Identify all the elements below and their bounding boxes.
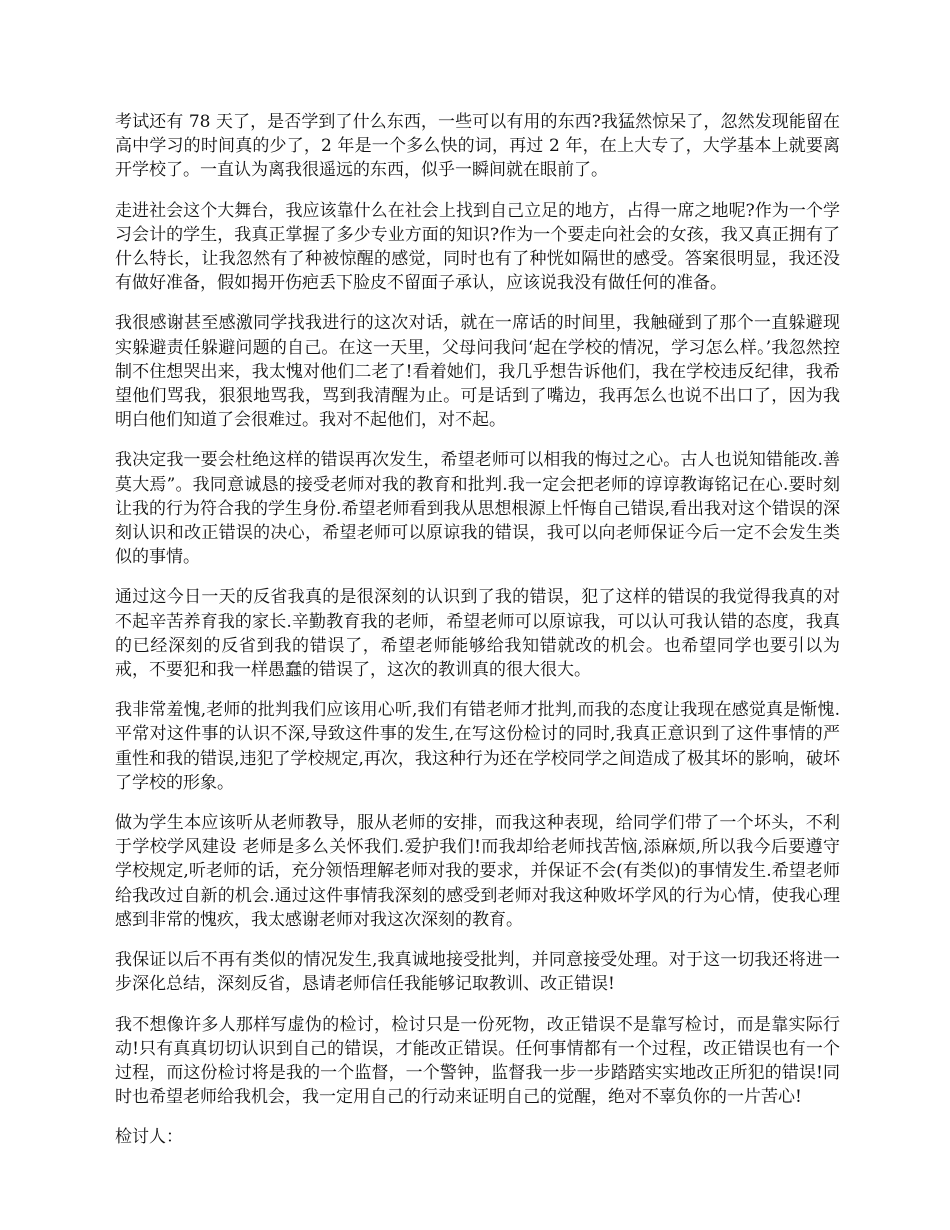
paragraph-6: 我非常羞愧,老师的批判我们应该用心听,我们有错老师才批判,而我的态度让我现在感觉真是惭愧.平常对这件事的认识不深,导致这件事的发生,在写这份检讨的同时,我真正意识到了这件事情的严重性和我的错误,违犯了学校规定,再次，我这种行为还在学校同学之间造成了极其坏的影响，破坏了学校的形象。	[115, 700, 840, 793]
signature-label: 检讨人：	[115, 1127, 183, 1148]
paragraph-1: 考试还有 78 天了，是否学到了什么东西，一些可以有用的东西?我猛然惊呆了，忽然发现能留在高中学习的时间真的少了，2 年是一个多么快的词，再过 2 年，在上大专了，大学基本上就要离开学校了。一直认为离我很遥远的东西，似乎一瞬间就在眼前了。	[115, 112, 840, 181]
paragraph-9: 我不想像许多人那样写虚伪的检讨，检讨只是一份死物，改正错误不是靠写检讨，而是靠实际行动!只有真真切切认识到自己的错误，才能改正错误。任何事情都有一个过程，改正错误也有一个过程，而这份检讨将是我的一个监督，一个警钟，监督我一步一步踏踏实实地改正所犯的错误!同时也希望老师给我机会，我一定用自己的行动来证明自己的觉醒，绝对不辜负你的一片苦心!	[115, 1014, 840, 1108]
paragraph-5: 通过这今日一天的反省我真的是很深刻的认识到了我的错误，犯了这样的错误的我觉得我真的对不起辛苦养育我的家长.辛勤教育我的老师，希望老师可以原谅我，可以认可我认错的态度，我真的已经深刻的反省到我的错误了，希望老师能够给我知错就改的机会。也希望同学也要引以为戒，不要犯和我一样愚蠢的错误了，这次的教训真的很大很大。	[115, 587, 840, 681]
document-body	[115, 110, 840, 1150]
paragraph-7: 做为学生本应该听从老师教导，服从老师的安排，而我这种表现，给同学们带了一个坏头，不利于学校学风建设 老师是多么关怀我们.爱护我们!而我却给老师找苦恼,添麻烦,所以我今后要遵守学校规定,听老师的话，充分领悟理解老师对我的要求，并保证不会(有类似)的事情发生.希望老师给我改过自新的机会.通过这件事情我深刻的感受到老师对我这种败坏学风的行为心情，使我心理感到非常的愧疚，我太感谢老师对我这次深刻的教育。	[115, 813, 840, 930]
paragraph-4: 我决定我一要会杜绝这样的错误再次发生，希望老师可以相我的悔过之心。古人也说知错能改.善莫大焉”。我同意诚恳的接受老师对我的教育和批判.我一定会把老师的谆谆教诲铭记在心.要时刻让我的行为符合我的学生身份.希望老师看到我从思想根源上忏悔自己错误,看出我对这个错误的深刻认识和改正错误的决心，希望老师可以原谅我的错误，我可以向老师保证今后一定不会发生类似的事情。	[115, 450, 840, 568]
paragraph-8: 我保证以后不再有类似的情况发生,我真诚地接受批判，并同意接受处理。对于这一切我还将进一步深化总结，深刻反省，恳请老师信任我能够记取教训、改正错误!	[115, 950, 840, 995]
paragraph-3: 我很感谢甚至感激同学找我进行的这次对话，就在一席话的时间里，我触碰到了那个一直躲避现实躲避责任躲避问题的自己。在这一天里，父母问我问‘起在学校的情况，学习怎么样。’我忽然控制不住想哭出来，我太愧对他们二老了!看着她们，我几乎想告诉他们，我在学校违反纪律，我希望他们骂我，狠狠地骂我，骂到我清醒为止。可是话到了嘴边，我再怎么也说不出口了，因为我明白他们知道了会很难过。我对不起他们，对不起。	[115, 313, 840, 431]
paragraph-2: 走进社会这个大舞台，我应该靠什么在社会上找到自己立足的地方，占得一席之地呢?作为一个学习会计的学生，我真正掌握了多少专业方面的知识?作为一个要走向社会的女孩，我又真正拥有了什么特长，让我忽然有了种被惊醒的感觉，同时也有了种恍如隔世的感受。答案很明显，我还没有做好准备，假如揭开伤疤丢下脸皮不留面子承认，应该说我没有做任何的准备。	[115, 200, 840, 294]
